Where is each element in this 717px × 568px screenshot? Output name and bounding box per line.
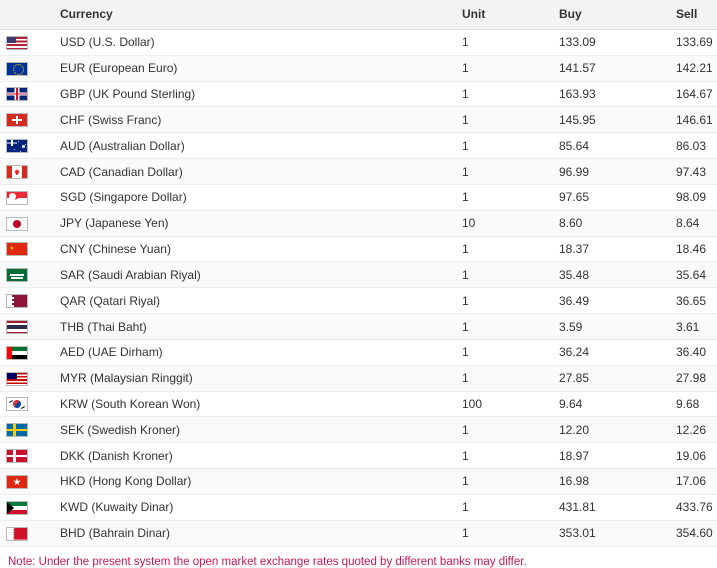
flag-cell [0,262,54,288]
column-header-currency: Currency [54,0,456,30]
flag-bh-icon [6,527,28,541]
currency-name: DKK (Danish Kroner) [54,443,456,469]
flag-ch-icon [6,113,28,127]
sell-rate: 35.64 [670,262,717,288]
buy-rate: 431.81 [553,494,670,520]
sell-rate: 98.09 [670,184,717,210]
flag-cell [0,30,54,56]
flag-cell [0,288,54,314]
flag-cell [0,391,54,417]
sell-rate: 3.61 [670,314,717,340]
buy-rate: 12.20 [553,417,670,443]
sell-rate: 354.60 [670,520,717,546]
currency-unit: 1 [456,262,553,288]
currency-unit: 1 [456,55,553,81]
table-row [0,159,717,185]
note-text: Note: Under the present system the open market exchange rates quoted by different banks may differ. [8,555,527,568]
flag-ae-icon [6,346,28,360]
currency-name: AUD (Australian Dollar) [54,133,456,159]
currency-unit: 1 [456,107,553,133]
flag-gb-icon [6,87,28,101]
flag-sg-icon [6,191,28,205]
buy-rate: 141.57 [553,55,670,81]
currency-unit: 1 [456,236,553,262]
sell-rate: 17.06 [670,469,717,495]
flag-cell [0,469,54,495]
flag-cell [0,107,54,133]
buy-rate: 163.93 [553,81,670,107]
flag-eu-icon [6,62,28,76]
flag-cell [0,210,54,236]
currency-unit: 1 [456,494,553,520]
currency-unit: 1 [456,81,553,107]
column-header-unit: Unit [456,0,553,30]
sell-rate: 12.26 [670,417,717,443]
flag-cell [0,494,54,520]
currency-unit: 1 [456,443,553,469]
buy-rate: 18.97 [553,443,670,469]
buy-rate: 133.09 [553,30,670,56]
flag-cell [0,55,54,81]
currency-unit: 10 [456,210,553,236]
table-row [0,494,717,520]
currency-name: THB (Thai Baht) [54,314,456,340]
sell-rate: 18.46 [670,236,717,262]
currency-name: SGD (Singapore Dollar) [54,184,456,210]
sell-rate: 433.76 [670,494,717,520]
currency-unit: 1 [456,30,553,56]
table-row [0,314,717,340]
flag-ca-icon [6,165,28,179]
currency-name: EUR (European Euro) [54,55,456,81]
buy-rate: 96.99 [553,159,670,185]
sell-rate: 142.21 [670,55,717,81]
flag-cell [0,417,54,443]
table-row [0,107,717,133]
table-row [0,365,717,391]
buy-rate: 36.49 [553,288,670,314]
currency-name: GBP (UK Pound Sterling) [54,81,456,107]
sell-rate: 133.69 [670,30,717,56]
flag-sa-icon [6,268,28,282]
sell-rate: 36.40 [670,339,717,365]
column-header-buy: Buy [553,0,670,30]
maple-leaf-icon [14,168,20,175]
flag-th-icon [6,320,28,334]
currency-name: QAR (Qatari Riyal) [54,288,456,314]
flag-se-icon [6,423,28,437]
buy-rate: 16.98 [553,469,670,495]
flag-cn-icon [6,242,28,256]
sell-rate: 9.68 [670,391,717,417]
flag-jp-icon [6,217,28,231]
currency-name: BHD (Bahrain Dinar) [54,520,456,546]
buy-rate: 18.37 [553,236,670,262]
flag-cell [0,339,54,365]
flag-cell [0,365,54,391]
currency-name: HKD (Hong Kong Dollar) [54,469,456,495]
currency-unit: 1 [456,288,553,314]
flag-canton [7,37,16,43]
table-row [0,30,717,56]
buy-rate: 353.01 [553,520,670,546]
currency-name: AED (UAE Dirham) [54,339,456,365]
currency-unit: 1 [456,314,553,340]
currency-name: MYR (Malaysian Ringgit) [54,365,456,391]
column-header-flag [0,0,54,30]
flag-cell [0,443,54,469]
buy-rate: 9.64 [553,391,670,417]
flag-au-icon [6,139,28,153]
currency-name: SEK (Swedish Kroner) [54,417,456,443]
flag-my-icon [6,372,28,386]
flag-cell [0,236,54,262]
table-row [0,288,717,314]
table-row [0,210,717,236]
flag-dk-icon [6,449,28,463]
sell-rate: 36.65 [670,288,717,314]
flag-kr-icon [6,397,28,411]
currency-name: CNY (Chinese Yuan) [54,236,456,262]
currency-name: SAR (Saudi Arabian Riyal) [54,262,456,288]
sell-rate: 8.64 [670,210,717,236]
table-row [0,133,717,159]
currency-unit: 1 [456,184,553,210]
flag-cell [0,314,54,340]
flag-cell [0,184,54,210]
table-row [0,469,717,495]
currency-unit: 1 [456,469,553,495]
buy-rate: 8.60 [553,210,670,236]
currency-name: CHF (Swiss Franc) [54,107,456,133]
buy-rate: 3.59 [553,314,670,340]
buy-rate: 27.85 [553,365,670,391]
currency-unit: 100 [456,391,553,417]
flag-cell [0,520,54,546]
sell-rate: 86.03 [670,133,717,159]
table-row [0,339,717,365]
table-row [0,184,717,210]
flag-hk-icon [6,475,28,489]
flag-cell [0,133,54,159]
currency-unit: 1 [456,365,553,391]
buy-rate: 35.48 [553,262,670,288]
flag-cell [0,159,54,185]
flag-stars [13,64,24,75]
flag-kw-icon [6,501,28,515]
buy-rate: 36.24 [553,339,670,365]
sell-rate: 97.43 [670,159,717,185]
table-row [0,262,717,288]
sell-rate: 146.61 [670,107,717,133]
sell-rate: 27.98 [670,365,717,391]
table-row [0,55,717,81]
currency-unit: 1 [456,339,553,365]
flag-us-icon [6,36,28,50]
currency-unit: 1 [456,520,553,546]
currency-unit: 1 [456,159,553,185]
sell-rate: 164.67 [670,81,717,107]
flag-cell [0,81,54,107]
currency-name: KRW (South Korean Won) [54,391,456,417]
buy-rate: 145.95 [553,107,670,133]
currency-name: USD (U.S. Dollar) [54,30,456,56]
buy-rate: 85.64 [553,133,670,159]
table-row [0,417,717,443]
table-row [0,236,717,262]
currency-unit: 1 [456,417,553,443]
currency-unit: 1 [456,133,553,159]
table-row [0,81,717,107]
table-row [0,391,717,417]
flag-trigram [9,400,13,403]
column-header-sell: Sell [670,0,717,30]
table-header-row [0,0,717,30]
currency-name: KWD (Kuwaity Dinar) [54,494,456,520]
currency-name: CAD (Canadian Dollar) [54,159,456,185]
table-header [0,0,717,30]
sell-rate: 19.06 [670,443,717,469]
table-body [0,30,717,547]
table-row [0,443,717,469]
flag-qa-icon [6,294,28,308]
currency-name: JPY (Japanese Yen) [54,210,456,236]
flag-trigram [21,406,25,409]
table-row [0,520,717,546]
buy-rate: 97.65 [553,184,670,210]
